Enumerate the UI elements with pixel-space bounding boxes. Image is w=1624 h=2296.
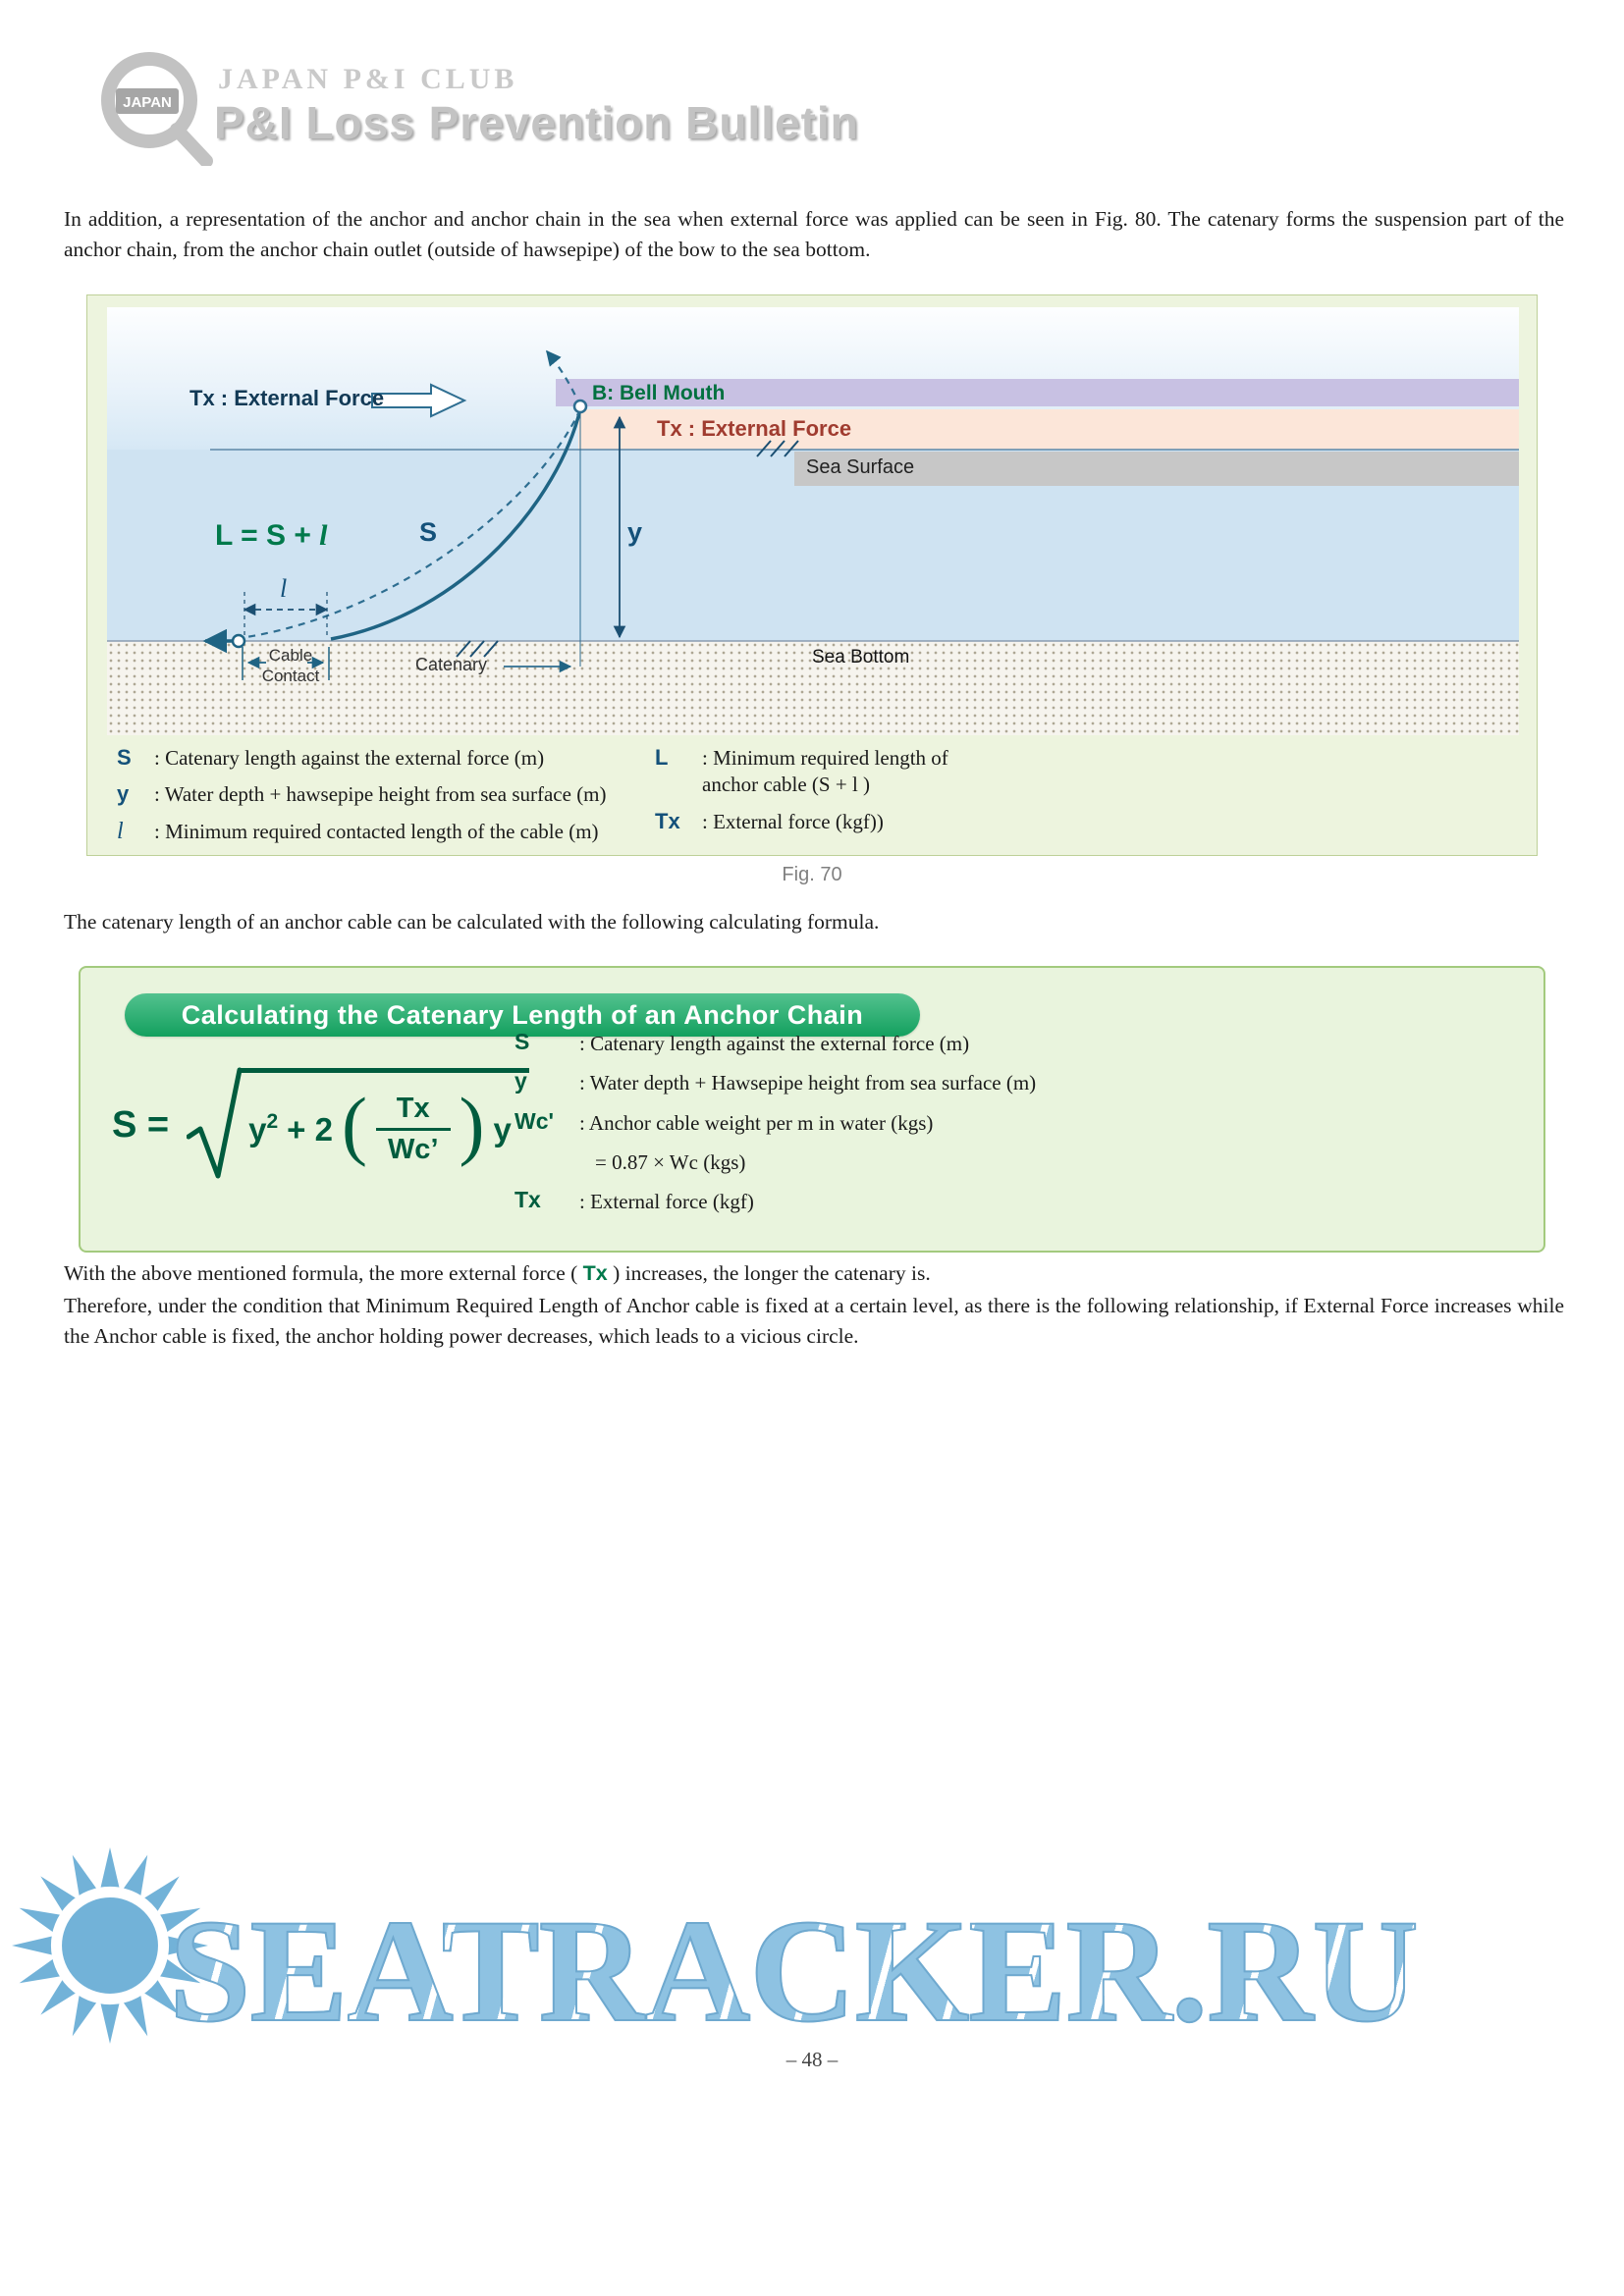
legend-item (514, 1029, 1520, 1057)
japan-pi-club-logo-icon (90, 43, 216, 171)
conclusion-paragraph-1: With the above mentioned formula, the more external force ( Tx ) increases, the longer the catenary is. (64, 1261, 931, 1285)
radical-sign-icon (187, 1066, 242, 1184)
figure-legend-right (655, 745, 1519, 855)
figure-legend (117, 745, 1519, 855)
depth-y-label: y (627, 517, 643, 547)
legend-desc: = 0.87 × Wc (kgs) (595, 1149, 746, 1174)
legend-item (514, 1108, 1520, 1137)
club-name: JAPAN P&I CLUB (218, 63, 518, 95)
external-force-right-label: Tx : External Force (657, 416, 852, 441)
catenary-formula (112, 1066, 529, 1184)
legend-desc: : Anchor cable weight per m in water (kgs) (579, 1110, 934, 1135)
sea-surface-label: Sea Surface (806, 456, 915, 478)
fraction-denominator: Wc’ (376, 1128, 451, 1166)
formula-legend (514, 1029, 1520, 1226)
legend-item (655, 809, 1519, 835)
legend-desc: : External force (kgf)) (702, 809, 884, 833)
bell-mouth-label: B: Bell Mouth (592, 382, 726, 404)
formula-intro-paragraph: The catenary length of an anchor cable can be calculated with the following calculating formula. (64, 910, 880, 934)
logo-text: JAPAN (123, 94, 172, 111)
length-formula-label: L = S + l (215, 519, 328, 552)
legend-symbol: l (117, 818, 124, 844)
legend-symbol: y (514, 1068, 527, 1095)
legend-item (117, 819, 655, 845)
paren-close: ) (459, 1082, 485, 1168)
legend-symbol: Tx (514, 1187, 541, 1213)
italic-l: l (319, 519, 328, 552)
legend-symbol: L (655, 745, 669, 770)
radical (187, 1066, 529, 1184)
formula-box-title: Calculating the Catenary Length of an Anchor Chain (125, 993, 920, 1037)
external-force-left-label: Tx : External Force (189, 386, 385, 410)
legend-desc: : Minimum required contacted length of the cable (m) (154, 819, 599, 843)
formula-box (79, 966, 1545, 1253)
catenary-label: Catenary (415, 655, 488, 674)
figure-caption: Fig. 70 (782, 864, 842, 885)
page-number: – 48 – (785, 2048, 839, 2071)
seatracker-watermark: SEATRACKER.RU (169, 1887, 1418, 2056)
catenary-s-label: S (419, 517, 438, 547)
conclusion-paragraph-2: Therefore, under the condition that Minimum Required Length of Anchor cable is fixed at a certain level, as there is the following relationship, if External Force increases while the Anchor cable is fixed, the anchor holding power decreases, which leads to a vicious circle. (64, 1294, 1564, 1348)
sea-bottom-label: Sea Bottom (812, 647, 910, 667)
legend-desc: : Water depth + hawsepipe height from sea surface (m) (154, 782, 607, 807)
legend-desc: : Catenary length against the external force (m) (154, 746, 545, 770)
force-weight-fraction (376, 1093, 451, 1166)
cable-contact-label: Cable Contact (261, 646, 320, 686)
figure-box (86, 294, 1538, 856)
legend-item (514, 1148, 1520, 1176)
legend-symbol: y (117, 781, 130, 807)
legend-item (117, 781, 655, 808)
anchor-catenary-diagram (107, 307, 1519, 735)
legend-item (514, 1068, 1520, 1096)
legend-symbol: Tx (655, 808, 680, 833)
legend-symbol: Wc' (514, 1107, 554, 1134)
formula-y-squared: $y^2$ (248, 1109, 279, 1148)
figure-legend-left (117, 745, 655, 855)
bulletin-title: P&I Loss Prevention Bulletin (214, 97, 859, 148)
formula-lhs: S = (112, 1103, 170, 1146)
legend-symbol: S (117, 745, 132, 770)
legend-desc: : Minimum required length of anchor cable (S + l ) (702, 746, 948, 797)
legend-desc: : Water depth + Hawsepipe height from sea surface (m) (579, 1071, 1037, 1095)
contact-l-label: l (280, 574, 288, 603)
intro-paragraph: In addition, a representation of the anchor and anchor chain in the sea when external force was applied can be seen in Fig. 80. The catenary forms the suspension part of the anchor chain, from the anchor chain outlet (outside of hawsepipe) of the bow to the sea bottom. (64, 207, 1564, 261)
paren-open: ( (341, 1082, 367, 1168)
formula-plus-two: + 2 (287, 1110, 333, 1148)
radicand (239, 1068, 529, 1178)
tx-symbol: Tx (582, 1261, 608, 1285)
legend-symbol: S (514, 1029, 530, 1054)
legend-item (117, 745, 655, 772)
legend-item (514, 1187, 1520, 1215)
legend-desc: : External force (kgf) (579, 1190, 754, 1214)
fraction-numerator: Tx (396, 1093, 430, 1124)
legend-desc: : Catenary length against the external force (m) (579, 1032, 970, 1055)
formula-tail-y: y (493, 1110, 512, 1148)
legend-item (655, 745, 1519, 799)
